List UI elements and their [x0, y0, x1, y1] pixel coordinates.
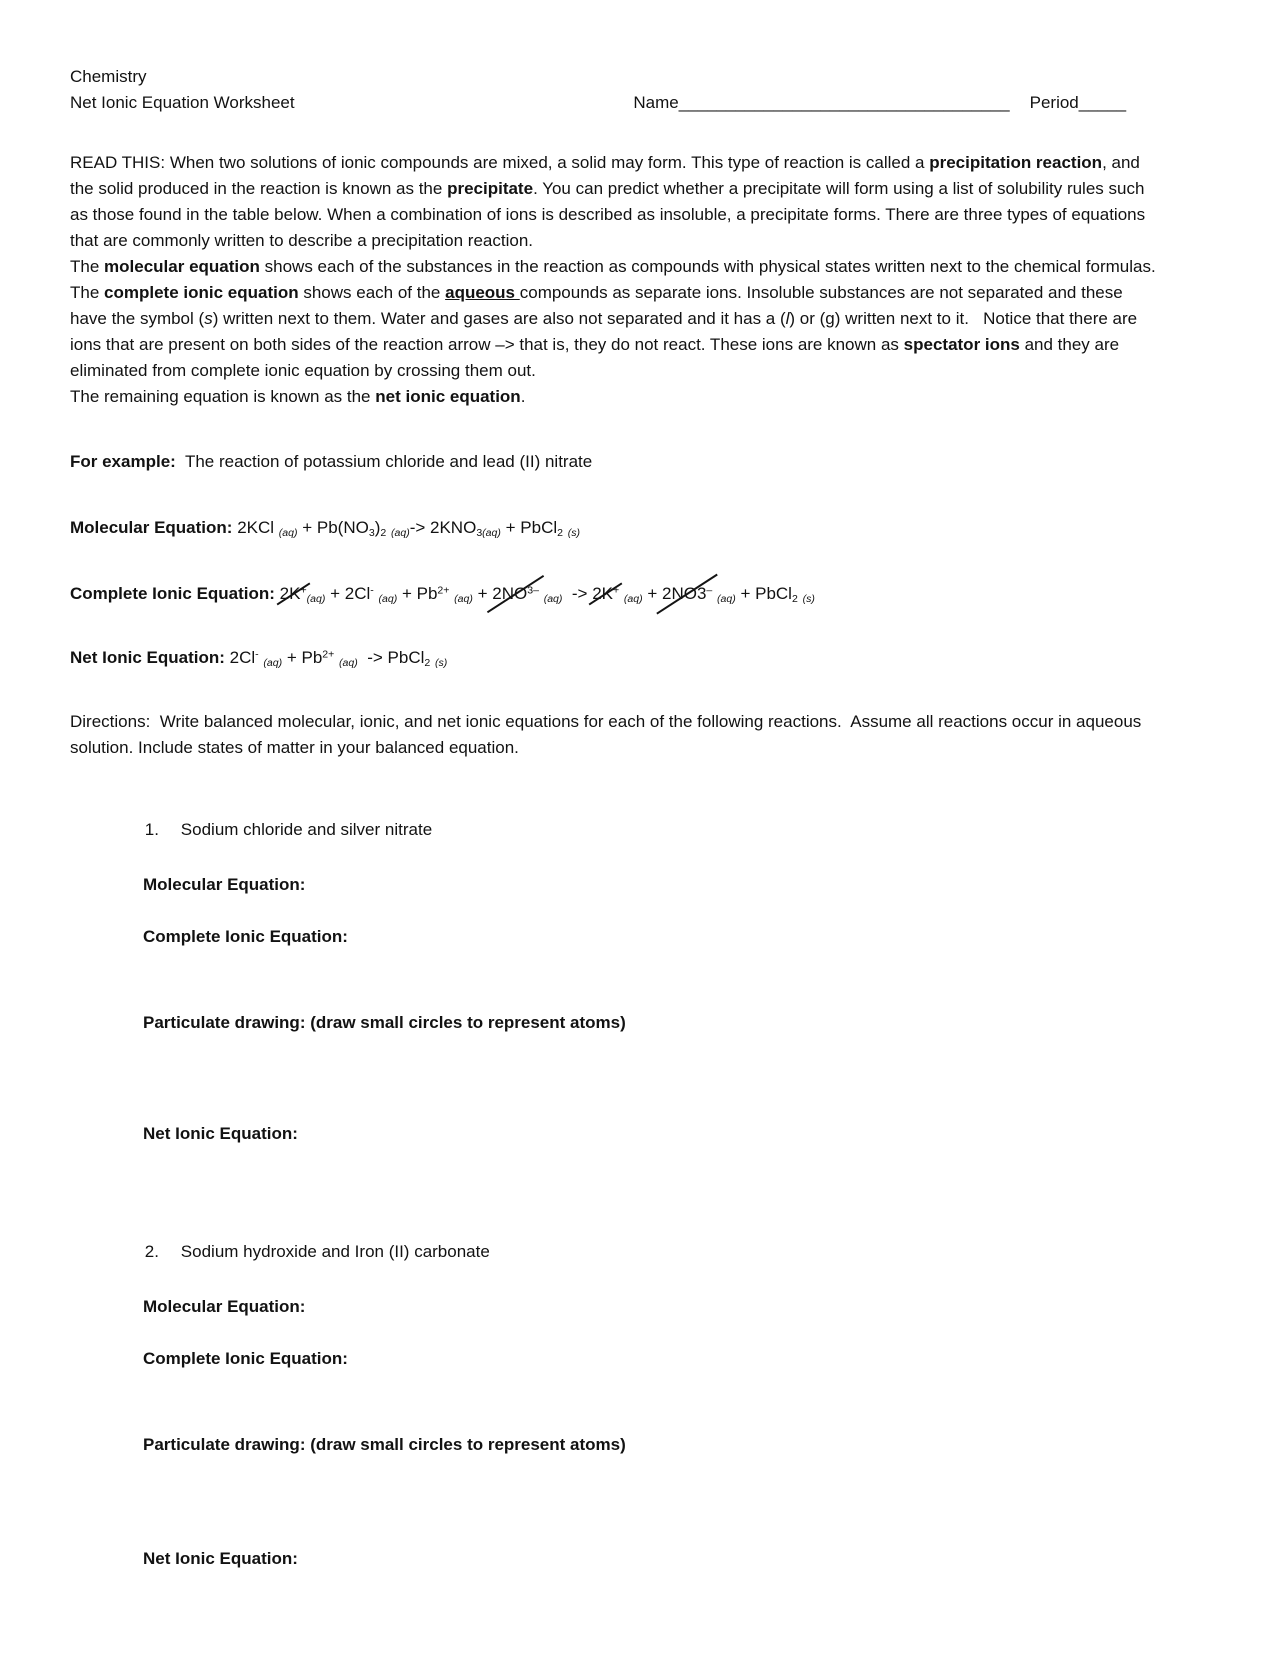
problem-2-particulate-drawing-label: Particulate drawing: (draw small circles to represent atoms)	[143, 1435, 626, 1454]
period-blank-line: _____	[1078, 93, 1127, 112]
problem-2-title-row	[107, 1213, 1210, 1291]
problem-2-number: 2.	[144, 1242, 159, 1261]
problem-2-complete-ionic-label: Complete Ionic Equation:	[143, 1349, 348, 1368]
problem-2-net-ionic-label: Net Ionic Equation:	[143, 1549, 298, 1568]
name-blank-line: ___________________________________	[678, 93, 1010, 112]
directions-paragraph: Directions: Write balanced molecular, ionic, and net ionic equations for each of the following reactions. Assume all reactions occur in aqueous solution. Include states of matter in your balanced equation.	[70, 712, 1147, 757]
example-net-ionic-equation: Net Ionic Equation: 2Cl- $_{(aq)} + Pb^{2+}$ $_{(aq)}$ -> PbCl$_2$ $_{(s)}$	[70, 648, 448, 669]
problem-2	[107, 1213, 1210, 1572]
problem-1-title: Sodium chloride and silver nitrate	[180, 820, 433, 839]
example-section	[70, 449, 1210, 671]
net-ionic-definition-paragraph: The remaining equation is known as the net ionic equation.	[70, 387, 526, 406]
name-label: Name	[633, 93, 679, 112]
worksheet-title: Net Ionic Equation Worksheet	[70, 93, 295, 112]
problem-1-number: 1.	[144, 820, 159, 839]
complete-ionic-definition-paragraph: The complete ionic equation shows each of the aqueous compounds as separate ions. Insoluble substances are not separated and these have the symbol (s) written next to them. Water and gases are also not separated and it has a (l) or (g) written next to it. Notice that there are ions that are present on both sides of the reaction arrow –> that is, they do not react. These ions are known as spectator ions and they are eliminated from complete ionic equation by crossing them out.	[70, 283, 1142, 380]
problem-2-title: Sodium hydroxide and Iron (II) carbonate	[180, 1242, 490, 1261]
example-lead: For example: The reaction of potassium chloride and lead (II) nitrate	[70, 452, 593, 471]
problem-1-title-row	[107, 791, 1210, 869]
problem-1-particulate-drawing-label: Particulate drawing: (draw small circles to represent atoms)	[143, 1013, 626, 1032]
header	[70, 64, 1210, 116]
problem-1-molecular-equation-label: Molecular Equation:	[143, 875, 306, 894]
problem-1-net-ionic-label: Net Ionic Equation:	[143, 1124, 298, 1143]
course-label: Chemistry	[70, 67, 147, 86]
problem-1	[107, 791, 1210, 1147]
read-this-paragraph: READ THIS: When two solutions of ionic compounds are mixed, a solid may form. This type of reaction is called a precipitation reaction, and the solid produced in the reaction is known as the precipitate. You can predict whether a precipitate will form using a list of solubility rules such as those found in the table below. When a combination of ions is described as insoluble, a precipitate forms. There are three types of equations that are commonly written to describe a precipitation reaction.	[70, 153, 1150, 250]
example-complete-ionic-equation: Complete Ionic Equation: $2K^+_{(aq)} + 2Cl^-$ $_{(aq)} + Pb^{2+}$ $_{(aq)} + 2NO^{3-}$ $_{(aq)}$ -> 2K+ $_{(aq)}$ + 2NO3– $_{(aq)}$ + PbCl$_2$ $_{(s)}$	[70, 581, 1210, 607]
intro-section	[70, 150, 1210, 410]
example-molecular-equation: Molecular Equation: 2KCl $_{(aq)} + Pb(NO_3)_2$ $_{(aq)}-> 2KNO_{3(aq)}$ + PbCl$_2$ $_{(s)}$	[70, 518, 581, 539]
period-label: Period	[1029, 93, 1079, 112]
problem-2-molecular-equation-label: Molecular Equation:	[143, 1297, 306, 1316]
problem-1-complete-ionic-label: Complete Ionic Equation:	[143, 927, 348, 946]
problems-list	[70, 791, 1210, 1572]
name-period-row	[605, 64, 1126, 142]
molecular-definition-paragraph: The molecular equation shows each of the substances in the reaction as compounds with physical states written next to the chemical formulas.	[70, 257, 1156, 276]
